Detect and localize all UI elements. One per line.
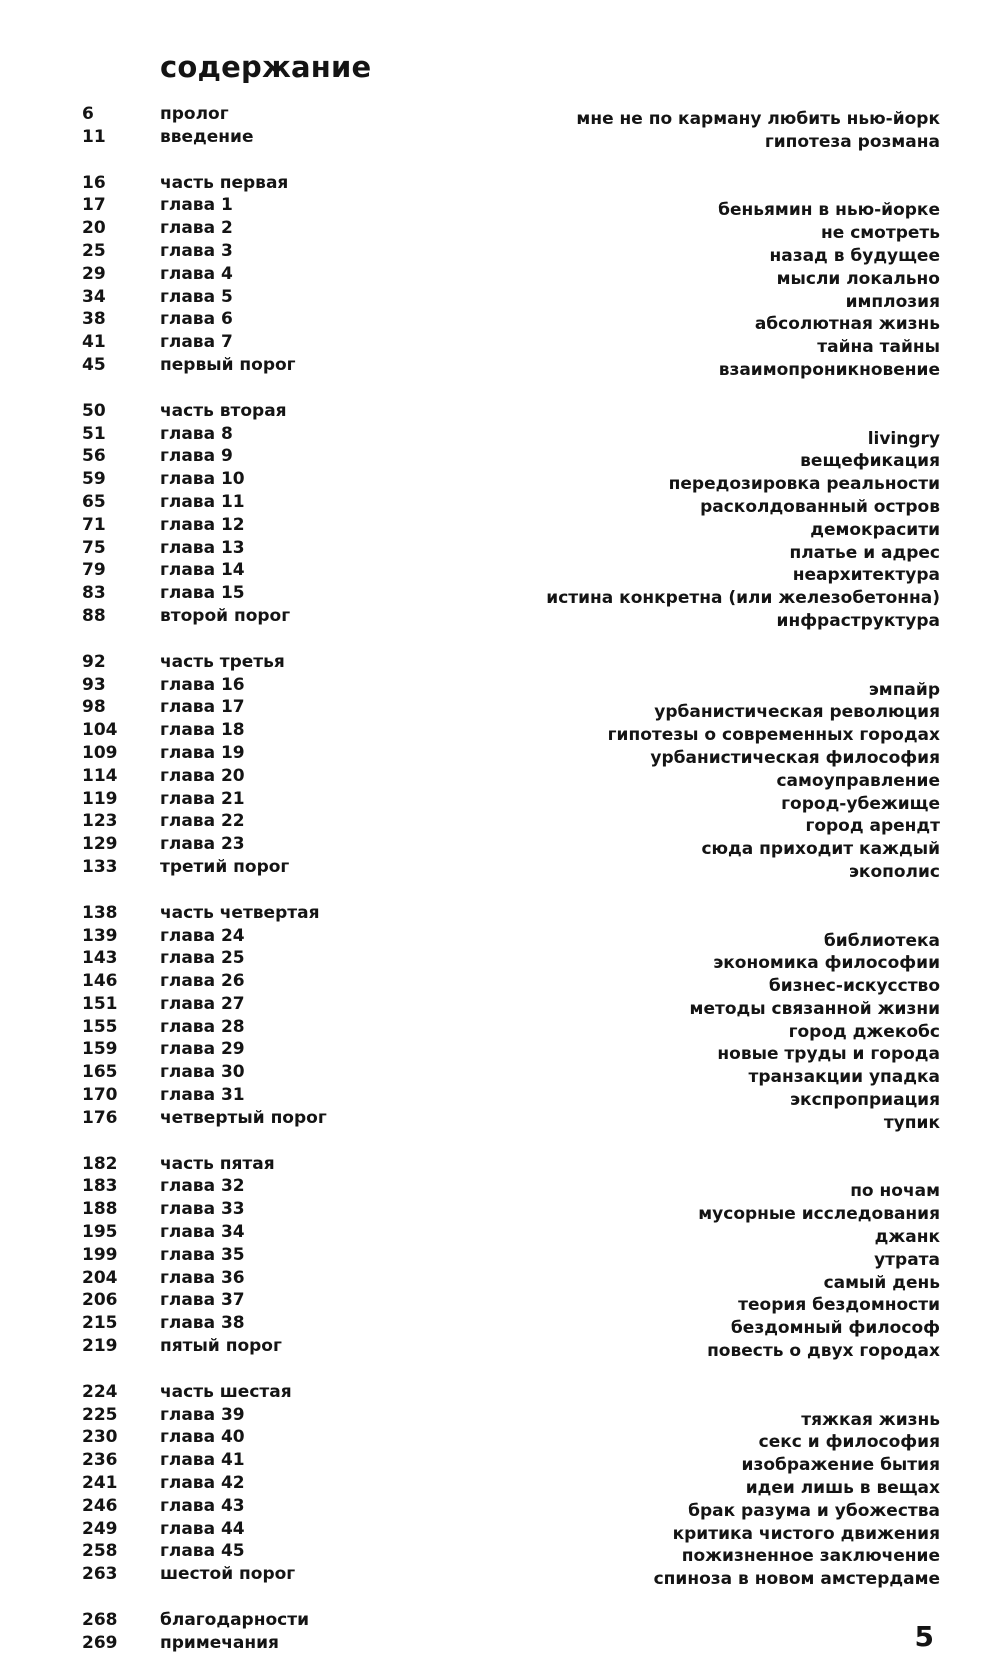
toc-page-number: 146 — [82, 971, 118, 992]
toc-entry-subtitle: не смотреть — [821, 223, 940, 244]
toc-entry-subtitle: бизнес-искусство — [768, 976, 940, 997]
toc-entry[interactable] — [0, 606, 1000, 629]
toc-page-number: 34 — [82, 286, 106, 307]
toc-page-number: 204 — [82, 1267, 118, 1288]
toc-entry-subtitle: мысли локально — [776, 268, 940, 289]
toc-page-number: 188 — [82, 1199, 118, 1220]
toc-page-number: 246 — [82, 1495, 118, 1516]
toc-entry-label: глава 8 — [160, 423, 233, 444]
toc-page-number: 249 — [82, 1518, 118, 1539]
page-title: содержание — [160, 50, 372, 84]
toc-entry-label: часть вторая — [160, 400, 287, 421]
toc-entry-subtitle: урбанистическая революция — [654, 702, 940, 723]
toc-entry-label: глава 15 — [160, 583, 245, 604]
toc-page-number: 11 — [82, 126, 106, 147]
toc-entry[interactable] — [0, 424, 1000, 447]
toc-entry-label: глава 7 — [160, 332, 233, 353]
toc-entry-label: глава 17 — [160, 697, 245, 718]
toc-entry[interactable] — [0, 948, 1000, 974]
toc-entry[interactable] — [0, 743, 1000, 766]
toc-entry[interactable] — [0, 1268, 1000, 1291]
toc-page-number: 51 — [82, 423, 106, 444]
toc-page-number: 230 — [82, 1427, 118, 1448]
toc-entry-label: пятый порог — [160, 1336, 282, 1357]
toc-entry-label: глава 41 — [160, 1450, 245, 1471]
toc-page-number: 119 — [82, 788, 118, 809]
toc-entry[interactable] — [0, 1633, 1000, 1656]
toc-entry[interactable] — [0, 857, 1000, 880]
toc-entry-subtitle: платье и адрес — [789, 542, 940, 563]
toc-page-number: 123 — [82, 811, 118, 832]
toc-entry[interactable] — [0, 1564, 1000, 1590]
toc-entry-label: глава 35 — [160, 1244, 245, 1265]
toc-entry[interactable] — [0, 1336, 1000, 1362]
toc-entry-label: часть первая — [160, 172, 289, 193]
toc-entry-subtitle: методы связанной жизни — [689, 998, 940, 1019]
toc-group — [0, 1381, 1000, 1590]
toc-entry-label: глава 42 — [160, 1473, 245, 1494]
toc-entry[interactable] — [0, 1176, 1000, 1202]
toc-page-number: 224 — [82, 1381, 118, 1402]
toc-entry[interactable] — [0, 1245, 1000, 1268]
toc-entry[interactable] — [0, 1290, 1000, 1316]
toc-entry-label: глава 40 — [160, 1427, 245, 1448]
toc-entry-subtitle: утрата — [874, 1249, 940, 1270]
toc-entry-subtitle: библиотека — [823, 930, 940, 951]
toc-entry[interactable] — [0, 1085, 1000, 1111]
toc-entry[interactable] — [0, 926, 1000, 949]
toc-entry-label: часть шестая — [160, 1381, 292, 1402]
toc-page-number: 50 — [82, 400, 106, 421]
toc-entry[interactable] — [0, 1154, 1000, 1177]
toc-entry[interactable] — [0, 241, 1000, 264]
toc-group — [0, 1153, 1000, 1362]
toc-entry[interactable] — [0, 1427, 1000, 1453]
toc-entry-subtitle: передозировка реальности — [668, 474, 940, 495]
toc-entry[interactable] — [0, 1039, 1000, 1065]
toc-entry-label: глава 9 — [160, 446, 233, 467]
toc-entry-subtitle: эмпайр — [868, 679, 940, 700]
toc-entry-subtitle: сюда приходит каждый — [701, 839, 940, 860]
toc-page-number: 206 — [82, 1290, 118, 1311]
toc-page-number: 159 — [82, 1039, 118, 1060]
toc-entry[interactable] — [0, 218, 1000, 244]
toc-entry[interactable] — [0, 903, 1000, 926]
toc-page-number: 98 — [82, 697, 106, 718]
toc-entry-subtitle: самоуправление — [776, 770, 940, 791]
toc-entry-label: глава 16 — [160, 674, 245, 695]
toc-entry-label: глава 32 — [160, 1176, 245, 1197]
toc-page-number: 59 — [82, 469, 106, 490]
toc-entry-subtitle: взаимопроникновение — [718, 359, 940, 380]
toc-page-number: 241 — [82, 1473, 118, 1494]
toc-page-number: 155 — [82, 1016, 118, 1037]
toc-entry-subtitle: идеи лишь в вещах — [745, 1478, 940, 1499]
toc-page-number: 129 — [82, 834, 118, 855]
toc-entry[interactable] — [0, 104, 1000, 127]
toc-entry-subtitle: мне не по карману любить нью-йорк — [576, 109, 940, 129]
toc-entry-label: глава 24 — [160, 925, 245, 946]
toc-entry-label: глава 25 — [160, 948, 245, 969]
toc-entry-subtitle: секс и философия — [758, 1432, 940, 1453]
toc-entry-label: глава 12 — [160, 514, 245, 535]
toc-entry-subtitle: беньямин в нью-йорке — [718, 200, 940, 221]
toc-entry-label: глава 36 — [160, 1267, 245, 1288]
toc-entry-label: глава 31 — [160, 1085, 245, 1106]
toc-list — [0, 104, 1000, 1679]
toc-entry-label: глава 2 — [160, 218, 233, 239]
toc-page-number: 93 — [82, 674, 106, 695]
toc-entry[interactable] — [0, 675, 1000, 698]
toc-entry[interactable] — [0, 1496, 1000, 1519]
toc-group — [0, 1610, 1000, 1656]
toc-entry-subtitle: город джекобс — [788, 1021, 940, 1042]
toc-page-number: 41 — [82, 332, 106, 353]
toc-entry-label: глава 3 — [160, 240, 233, 261]
toc-entry[interactable] — [0, 1473, 1000, 1499]
toc-entry-subtitle: экспроприация — [789, 1090, 940, 1111]
toc-entry-label: глава 38 — [160, 1313, 245, 1334]
toc-page-number: 65 — [82, 491, 106, 512]
toc-group — [0, 401, 1000, 629]
toc-entry-label: часть третья — [160, 651, 285, 672]
toc-entry[interactable] — [0, 1519, 1000, 1542]
toc-entry[interactable] — [0, 1199, 1000, 1225]
toc-group — [0, 173, 1000, 378]
toc-page-number: 79 — [82, 560, 106, 581]
page-number: 5 — [914, 1620, 934, 1653]
toc-entry-label: глава 44 — [160, 1518, 245, 1539]
toc-entry-label: часть пятая — [160, 1153, 275, 1174]
toc-page-number: 29 — [82, 263, 106, 284]
toc-entry[interactable] — [0, 538, 1000, 561]
toc-entry[interactable] — [0, 1108, 1000, 1131]
toc-entry-subtitle: экономика философии — [713, 953, 940, 974]
toc-page-number: 25 — [82, 240, 106, 261]
toc-entry[interactable] — [0, 469, 1000, 495]
toc-entry-subtitle: демокрасити — [810, 519, 940, 540]
toc-entry-label: благодарности — [160, 1610, 309, 1631]
toc-page-number: 56 — [82, 446, 106, 467]
toc-entry-subtitle: тайна тайны — [817, 337, 940, 358]
toc-entry-subtitle: livingry — [867, 428, 940, 449]
toc-entry-subtitle: урбанистическая философия — [650, 747, 940, 768]
toc-entry-label: глава 27 — [160, 993, 245, 1014]
toc-entry-subtitle: по ночам — [850, 1181, 940, 1202]
toc-entry-subtitle: инфраструктура — [776, 610, 940, 631]
toc-page-number: 183 — [82, 1176, 118, 1197]
toc-entry[interactable] — [0, 195, 1000, 221]
toc-page-number: 170 — [82, 1085, 118, 1106]
toc-entry[interactable] — [0, 834, 1000, 860]
toc-entry-label: пролог — [160, 104, 229, 124]
toc-group — [0, 903, 1000, 1131]
toc-entry-label: введение — [160, 126, 254, 147]
toc-page-number: 195 — [82, 1222, 118, 1243]
toc-entry-label: глава 10 — [160, 469, 245, 490]
toc-entry-label: глава 20 — [160, 765, 245, 786]
toc-entry[interactable] — [0, 971, 1000, 997]
toc-entry[interactable] — [0, 287, 1000, 310]
toc-entry[interactable] — [0, 697, 1000, 723]
toc-entry-label: глава 29 — [160, 1039, 245, 1060]
toc-entry-subtitle: назад в будущее — [769, 245, 940, 266]
toc-entry-label: глава 14 — [160, 560, 245, 581]
toc-page-number: 6 — [82, 104, 94, 124]
toc-entry-subtitle: экополис — [848, 861, 940, 882]
toc-page-number: 268 — [82, 1610, 118, 1631]
toc-page-number: 225 — [82, 1404, 118, 1425]
toc-group — [0, 104, 1000, 150]
toc-page-number: 182 — [82, 1153, 118, 1174]
toc-entry-subtitle: брак разума и убожества — [688, 1500, 940, 1521]
toc-page-number: 258 — [82, 1541, 118, 1562]
toc-entry-label: глава 37 — [160, 1290, 245, 1311]
toc-entry-label: глава 6 — [160, 309, 233, 330]
toc-entry-label: глава 19 — [160, 742, 245, 763]
toc-entry-subtitle: новые труды и города — [717, 1044, 940, 1065]
toc-entry[interactable] — [0, 583, 1000, 609]
toc-entry-subtitle: теория бездомности — [738, 1295, 940, 1316]
toc-entry[interactable] — [0, 1610, 1000, 1633]
toc-entry-subtitle: бездомный философ — [730, 1318, 940, 1339]
toc-page-number: 176 — [82, 1107, 118, 1128]
toc-page-number: 114 — [82, 765, 118, 786]
toc-group — [0, 652, 1000, 880]
toc-entry-subtitle: город-убежище — [781, 793, 940, 814]
toc-entry[interactable] — [0, 264, 1000, 287]
toc-page-number: 215 — [82, 1313, 118, 1334]
toc-page-number: 165 — [82, 1062, 118, 1083]
toc-page-number: 143 — [82, 948, 118, 969]
toc-page-number: 92 — [82, 651, 106, 672]
toc-page-number: 138 — [82, 902, 118, 923]
toc-entry-label: глава 43 — [160, 1495, 245, 1516]
toc-entry-subtitle: имплозия — [845, 291, 940, 312]
toc-entry[interactable] — [0, 1313, 1000, 1339]
toc-entry[interactable] — [0, 1382, 1000, 1405]
toc-page-number: 71 — [82, 514, 106, 535]
toc-page-number: 151 — [82, 993, 118, 1014]
toc-entry-subtitle: неархитектура — [792, 565, 940, 586]
toc-entry-subtitle: гипотезы о современных городах — [607, 725, 940, 746]
toc-entry-label: глава 39 — [160, 1404, 245, 1425]
toc-entry-label: четвертый порог — [160, 1107, 327, 1128]
toc-entry-label: примечания — [160, 1632, 279, 1653]
toc-page-number: 263 — [82, 1564, 118, 1585]
toc-entry-label: глава 34 — [160, 1222, 245, 1243]
toc-entry-label: глава 11 — [160, 491, 245, 512]
toc-entry-subtitle: расколдованный остров — [700, 496, 940, 517]
toc-entry-subtitle: абсолютная жизнь — [754, 314, 940, 335]
toc-page-number: 199 — [82, 1244, 118, 1265]
toc-page-number: 83 — [82, 583, 106, 604]
toc-entry[interactable] — [0, 1222, 1000, 1248]
toc-entry-label: глава 22 — [160, 811, 245, 832]
toc-entry-label: глава 33 — [160, 1199, 245, 1220]
toc-entry[interactable] — [0, 446, 1000, 472]
toc-page-number: 269 — [82, 1632, 118, 1653]
toc-entry[interactable] — [0, 173, 1000, 196]
toc-entry-subtitle: самый день — [823, 1272, 940, 1293]
toc-entry-label: глава 13 — [160, 537, 245, 558]
toc-page-number: 16 — [82, 172, 106, 193]
toc-entry[interactable] — [0, 1541, 1000, 1567]
toc-entry-label: шестой порог — [160, 1564, 296, 1585]
toc-entry-subtitle: мусорные исследования — [698, 1204, 940, 1225]
toc-entry[interactable] — [0, 1405, 1000, 1428]
toc-entry[interactable] — [0, 492, 1000, 515]
toc-entry[interactable] — [0, 309, 1000, 335]
toc-entry-subtitle: истина конкретна (или железобетонна) — [546, 588, 940, 609]
toc-entry-subtitle: город арендт — [805, 816, 940, 837]
toc-entry-label: глава 1 — [160, 195, 233, 216]
toc-entry[interactable] — [0, 994, 1000, 1017]
toc-entry-subtitle: критика чистого движения — [672, 1523, 940, 1544]
toc-page-number: 219 — [82, 1336, 118, 1357]
toc-entry-subtitle: транзакции упадка — [748, 1067, 940, 1088]
toc-entry[interactable] — [0, 355, 1000, 378]
toc-entry[interactable] — [0, 811, 1000, 837]
toc-page-number: 139 — [82, 925, 118, 946]
toc-entry[interactable] — [0, 515, 1000, 538]
toc-entry[interactable] — [0, 1450, 1000, 1476]
toc-entry-label: первый порог — [160, 354, 296, 375]
toc-page-number: 38 — [82, 309, 106, 330]
toc-entry[interactable] — [0, 789, 1000, 812]
toc-entry-label: глава 23 — [160, 834, 245, 855]
toc-entry-label: глава 5 — [160, 286, 233, 307]
toc-entry-subtitle: тупик — [883, 1112, 940, 1133]
toc-page-number: 20 — [82, 218, 106, 239]
toc-entry[interactable] — [0, 560, 1000, 586]
toc-page-number: 236 — [82, 1450, 118, 1471]
toc-entry-subtitle: повесть о двух городах — [707, 1341, 940, 1362]
toc-entry-subtitle: изображение бытия — [741, 1455, 940, 1476]
toc-entry-label: глава 45 — [160, 1541, 245, 1562]
toc-entry-subtitle: пожизненное заключение — [681, 1546, 940, 1567]
toc-entry-label: глава 4 — [160, 263, 233, 284]
toc-entry-label: глава 30 — [160, 1062, 245, 1083]
toc-page-number: 17 — [82, 195, 106, 216]
toc-page-number: 75 — [82, 537, 106, 558]
toc-entry-label: второй порог — [160, 605, 291, 626]
toc-entry[interactable] — [0, 766, 1000, 789]
toc-entry-subtitle: спиноза в новом амстердаме — [653, 1569, 940, 1590]
toc-page-number: 88 — [82, 605, 106, 626]
toc-entry[interactable] — [0, 1017, 1000, 1040]
toc-entry[interactable] — [0, 127, 1000, 150]
toc-entry-subtitle: джанк — [874, 1227, 940, 1248]
toc-entry[interactable] — [0, 401, 1000, 424]
toc-entry[interactable] — [0, 652, 1000, 675]
toc-entry-subtitle: тяжкая жизнь — [801, 1409, 940, 1430]
toc-entry-label: часть четвертая — [160, 902, 320, 923]
toc-entry-label: глава 21 — [160, 788, 245, 809]
toc-entry[interactable] — [0, 720, 1000, 746]
toc-entry[interactable] — [0, 332, 1000, 358]
toc-page-number: 104 — [82, 720, 118, 741]
toc-entry-subtitle: гипотеза розмана — [764, 131, 940, 152]
toc-entry-label: третий порог — [160, 856, 290, 877]
toc-page-number: 109 — [82, 742, 118, 763]
toc-page-number: 45 — [82, 354, 106, 375]
toc-entry-label: глава 18 — [160, 720, 245, 741]
toc-page-number: 133 — [82, 856, 118, 877]
toc-entry-label: глава 26 — [160, 971, 245, 992]
toc-entry-subtitle: вещефикация — [800, 451, 940, 472]
toc-entry[interactable] — [0, 1062, 1000, 1088]
toc-entry-label: глава 28 — [160, 1016, 245, 1037]
